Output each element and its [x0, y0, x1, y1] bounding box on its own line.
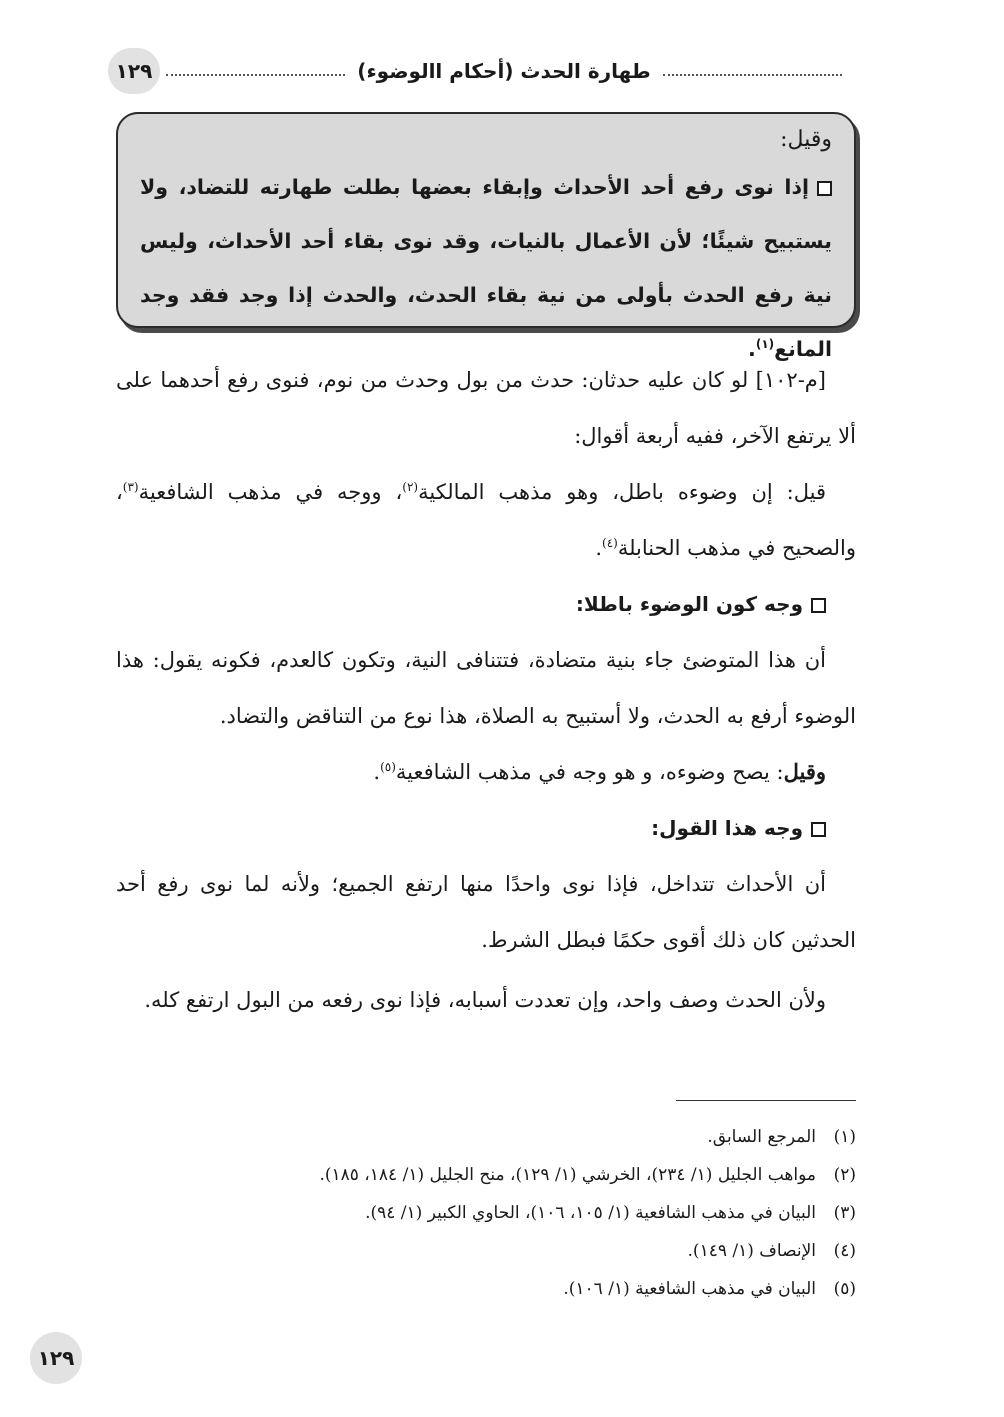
box-text-body: إذا نوى رفع أحد الأحداث وإبقاء بعضها بطلت طهارته للتضاد، ولا يستبيح شيئًا؛ لأن الأعمال بالنيات، وقد نوى بقاء أحد الأحداث، وليس نية رفع الحدث بأولى من نية بقاء الحدث، والحدث إذا وجد فقد وجد المانع: [140, 175, 832, 361]
footnote-number: (١): [833, 1127, 856, 1147]
p2-part-d: .: [595, 536, 603, 560]
paragraph-5: أن الأحداث تتداخل، فإذا نوى واحدًا منها ارتفع الجميع؛ ولأنه لما نوى رفع أحد الحدثين كان ذلك أقوى حكمًا فبطل الشرط.: [116, 872, 856, 952]
footnote-text: البيان في مذهب الشافعية (١/ ١٠٥، ١٠٦)، الحاوي الكبير (١/ ٩٤).: [365, 1203, 816, 1223]
footnote-text: الإنصاف (١/ ١٤٩).: [687, 1241, 816, 1261]
square-bullet-icon: [817, 181, 832, 196]
footnote-item: [116, 1232, 856, 1270]
footer-page-number: ١٢٩: [30, 1332, 82, 1384]
p4-end: .: [373, 760, 381, 784]
paragraph-3: أن هذا المتوضئ جاء بنية متضادة، فتتنافى النية، وتكون كالعدم، فكونه يقول: هذا الوضوء أرفع به الحدث، ولا أستبيح به الصلاة، هذا نوع من التناقض والتضاد.: [116, 648, 856, 728]
square-bullet-icon: [811, 822, 826, 837]
main-text: [116, 352, 856, 1028]
paragraph-4: [116, 744, 856, 800]
header-dots-right: [663, 74, 842, 76]
footnote-separator: [676, 1100, 856, 1101]
footnote-ref-3[interactable]: (٣): [122, 480, 139, 494]
footnote-ref-5[interactable]: (٥): [380, 760, 396, 774]
footnote-number: (٣): [833, 1203, 856, 1223]
footnote-ref-4[interactable]: (٤): [602, 536, 618, 550]
p4-text: : يصح وضوءه، و هو وجه في مذهب الشافعية: [395, 760, 784, 784]
heading-1-text: وجه كون الوضوء باطلا:: [575, 592, 803, 616]
footnote-number: (٢): [833, 1165, 856, 1185]
footnote-item: [116, 1194, 856, 1232]
square-bullet-icon: [811, 598, 826, 613]
box-label: وقيل:: [780, 127, 832, 152]
footnote-item: [116, 1270, 856, 1308]
p4-bold: وقيل: [783, 759, 826, 784]
section-heading-1: [116, 576, 856, 632]
footnote-text: البيان في مذهب الشافعية (١/ ١٠٦).: [563, 1279, 816, 1299]
footnote-number: (٤): [833, 1241, 856, 1261]
box-footnote-ref[interactable]: (١): [755, 337, 775, 352]
paragraph-6: ولأن الحدث وصف واحد، وإن تعددت أسبابه، فإذا نوى رفعه من البول ارتفع كله.: [144, 988, 826, 1012]
footnote-text: مواهب الجليل (١/ ٢٣٤)، الخرشي (١/ ١٢٩)، منح الجليل (١/ ١٨٤، ١٨٥).: [319, 1165, 816, 1185]
header-title: طهارة الحدث (أحكام االوضوء): [357, 59, 651, 83]
paragraph-2: [116, 464, 856, 576]
p2-part-c: ، والصحيح في مذهب الحنابلة: [116, 480, 856, 560]
footnote-item: [116, 1118, 856, 1156]
footnote-item: [116, 1156, 856, 1194]
paragraph-1: [م-١٠٢] لو كان عليه حدثان: حدث من بول وحدث من نوم، فنوى رفع أحدهما على ألا يرتفع الآخر، ففيه أربعة أقوال:: [116, 368, 856, 448]
footnote-text: المرجع السابق.: [707, 1127, 816, 1147]
section-heading-2: [116, 800, 856, 856]
header-page-number: ١٢٩: [108, 48, 160, 94]
header-dots-left: [166, 74, 345, 76]
box-text: [140, 160, 832, 376]
highlight-box: [116, 112, 856, 361]
p2-part-a: قيل: إن وضوءه باطل، وهو مذهب المالكية: [418, 480, 826, 504]
p2-part-b: ، ووجه في مذهب الشافعية: [138, 480, 403, 504]
footnotes: [116, 1118, 856, 1308]
footnote-ref-2[interactable]: (٢): [402, 480, 419, 494]
footnote-number: (٥): [833, 1279, 856, 1299]
box-text-end: .: [748, 337, 756, 361]
heading-2-text: وجه هذا القول:: [651, 816, 803, 840]
running-header: [108, 48, 848, 94]
